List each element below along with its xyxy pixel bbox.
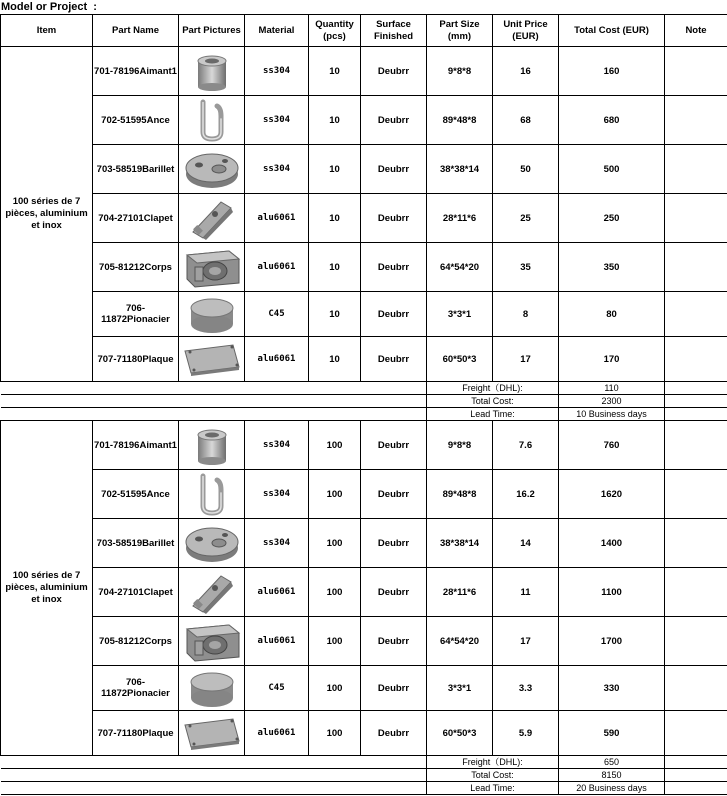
material: alu6061 [245,617,309,666]
surface-finished: Deubrr [361,617,427,666]
model-project-label: Model or Project : [1,1,97,13]
hook-part-icon [181,472,243,516]
surface-finished: Deubrr [361,470,427,519]
part-name: 707-71180Plaque [93,711,179,756]
valve-part-icon [181,570,243,614]
part-name: 705-81212Corps [93,617,179,666]
magnet-part-icon [181,49,243,93]
material: alu6061 [245,243,309,292]
unit-price: 25 [493,194,559,243]
body-part-icon [181,245,243,289]
part-picture-cell [179,243,245,292]
part-name: 707-71180Plaque [93,337,179,382]
summary-blank [1,382,427,395]
pin-part-icon [181,292,243,336]
table-row [1,666,727,711]
note [665,337,727,382]
part-picture-cell [179,96,245,145]
total-cost-summary-label: Total Cost: [427,395,559,408]
summary-blank [1,769,427,782]
surface-finished: Deubrr [361,519,427,568]
unit-price: 17 [493,337,559,382]
table-row [1,47,727,96]
surface-finished: Deubrr [361,145,427,194]
total-cost: 1620 [559,470,665,519]
part-picture-cell [179,421,245,470]
part-size: 9*8*8 [427,421,493,470]
part-name: 706-11872Pionacier [93,666,179,711]
quantity: 100 [309,421,361,470]
surface-finished: Deubrr [361,96,427,145]
part-name: 706-11872Pionacier [93,292,179,337]
quantity: 10 [309,96,361,145]
quantity: 100 [309,617,361,666]
summary-blank [1,782,427,795]
part-size: 64*54*20 [427,617,493,666]
total-cost: 170 [559,337,665,382]
material: alu6061 [245,711,309,756]
barrel-part-icon [181,147,243,191]
table-row [1,470,727,519]
part-picture-cell [179,617,245,666]
header-note: Note [665,15,727,47]
unit-price: 16 [493,47,559,96]
table-row [1,96,727,145]
part-picture-cell [179,194,245,243]
quantity: 10 [309,292,361,337]
total-cost: 500 [559,145,665,194]
quantity: 100 [309,519,361,568]
header-row [1,15,727,47]
lead-time-label: Lead Time: [427,782,559,795]
material: ss304 [245,145,309,194]
material: C45 [245,666,309,711]
material: ss304 [245,470,309,519]
header-part-size: Part Size (mm) [427,15,493,47]
table-row [1,617,727,666]
summary-blank [1,408,427,421]
plate-part-icon [181,337,243,381]
total-cost: 160 [559,47,665,96]
part-size: 89*48*8 [427,96,493,145]
part-picture-cell [179,47,245,96]
part-name: 704-27101Clapet [93,568,179,617]
unit-price: 5.9 [493,711,559,756]
part-name: 704-27101Clapet [93,194,179,243]
part-picture-cell [179,666,245,711]
quantity: 10 [309,243,361,292]
material: alu6061 [245,337,309,382]
unit-price: 50 [493,145,559,194]
part-picture-cell [179,337,245,382]
quantity: 10 [309,194,361,243]
freight-value: 650 [559,756,665,769]
quantity: 100 [309,568,361,617]
note [665,568,727,617]
part-name: 701-78196Aimant1 [93,421,179,470]
header-quantity: Quantity (pcs) [309,15,361,47]
summary-row [1,408,727,421]
quantity: 10 [309,337,361,382]
part-name: 705-81212Corps [93,243,179,292]
item-description: 100 séries de 7 pièces, aluminium et inox [1,47,93,382]
total-cost: 80 [559,292,665,337]
total-cost: 1700 [559,617,665,666]
part-picture-cell [179,145,245,194]
total-cost-summary-label: Total Cost: [427,769,559,782]
note [665,194,727,243]
part-size: 9*8*8 [427,47,493,96]
part-size: 38*38*14 [427,145,493,194]
material: alu6061 [245,568,309,617]
total-cost: 250 [559,194,665,243]
part-size: 38*38*14 [427,519,493,568]
surface-finished: Deubrr [361,243,427,292]
total-cost: 330 [559,666,665,711]
summary-note [665,756,727,769]
freight-label: Freight（DHL): [427,756,559,769]
material: C45 [245,292,309,337]
surface-finished: Deubrr [361,421,427,470]
summary-note [665,782,727,795]
table-row [1,519,727,568]
part-size: 3*3*1 [427,666,493,711]
unit-price: 14 [493,519,559,568]
total-cost-summary-value: 8150 [559,769,665,782]
unit-price: 68 [493,96,559,145]
summary-note [665,769,727,782]
valve-part-icon [181,196,243,240]
table-row [1,292,727,337]
surface-finished: Deubrr [361,47,427,96]
surface-finished: Deubrr [361,194,427,243]
part-name: 703-58519Barillet [93,145,179,194]
barrel-part-icon [181,521,243,565]
surface-finished: Deubrr [361,666,427,711]
note [665,666,727,711]
summary-row [1,756,727,769]
unit-price: 8 [493,292,559,337]
surface-finished: Deubrr [361,711,427,756]
part-size: 28*11*6 [427,194,493,243]
summary-note [665,382,727,395]
header-total-cost: Total Cost (EUR) [559,15,665,47]
quantity: 10 [309,47,361,96]
part-picture-cell [179,711,245,756]
table-body [1,47,727,795]
table-row [1,243,727,292]
part-name: 702-51595Ance [93,96,179,145]
total-cost: 1400 [559,519,665,568]
part-size: 64*54*20 [427,243,493,292]
freight-value: 110 [559,382,665,395]
unit-price: 7.6 [493,421,559,470]
part-size: 60*50*3 [427,711,493,756]
note [665,145,727,194]
note [665,292,727,337]
unit-price: 11 [493,568,559,617]
table-row [1,145,727,194]
quantity: 100 [309,666,361,711]
material: ss304 [245,519,309,568]
header-unit-price: Unit Price (EUR) [493,15,559,47]
unit-price: 17 [493,617,559,666]
part-name: 702-51595Ance [93,470,179,519]
header-part-pictures: Part Pictures [179,15,245,47]
unit-price: 35 [493,243,559,292]
part-size: 28*11*6 [427,568,493,617]
table-row [1,421,727,470]
part-size: 60*50*3 [427,337,493,382]
summary-note [665,395,727,408]
part-picture-cell [179,470,245,519]
part-picture-cell [179,519,245,568]
table-row [1,337,727,382]
note [665,421,727,470]
material: ss304 [245,96,309,145]
note [665,47,727,96]
note [665,711,727,756]
summary-row [1,782,727,795]
quantity: 100 [309,470,361,519]
total-cost: 350 [559,243,665,292]
total-cost: 1100 [559,568,665,617]
part-size: 89*48*8 [427,470,493,519]
table-row [1,194,727,243]
summary-blank [1,756,427,769]
item-description: 100 séries de 7 pièces, aluminium et inox [1,421,93,756]
note [665,519,727,568]
lead-time-label: Lead Time: [427,408,559,421]
lead-time-value: 20 Business days [559,782,665,795]
summary-note [665,408,727,421]
note [665,243,727,292]
surface-finished: Deubrr [361,568,427,617]
quotation-table [0,14,727,795]
total-cost: 590 [559,711,665,756]
header-material: Material [245,15,309,47]
total-cost-summary-value: 2300 [559,395,665,408]
quantity: 100 [309,711,361,756]
summary-row [1,769,727,782]
header-surface: Surface Finished [361,15,427,47]
part-name: 701-78196Aimant1 [93,47,179,96]
summary-blank [1,395,427,408]
total-cost: 760 [559,421,665,470]
note [665,96,727,145]
header-part-name: Part Name [93,15,179,47]
hook-part-icon [181,98,243,142]
table-row [1,568,727,617]
part-name: 703-58519Barillet [93,519,179,568]
total-cost: 680 [559,96,665,145]
part-picture-cell [179,292,245,337]
pin-part-icon [181,666,243,710]
header-item: Item [1,15,93,47]
material: ss304 [245,421,309,470]
surface-finished: Deubrr [361,292,427,337]
summary-row [1,382,727,395]
table-row [1,711,727,756]
plate-part-icon [181,711,243,755]
note [665,617,727,666]
material: ss304 [245,47,309,96]
material: alu6061 [245,194,309,243]
magnet-part-icon [181,423,243,467]
body-part-icon [181,619,243,663]
surface-finished: Deubrr [361,337,427,382]
lead-time-value: 10 Business days [559,408,665,421]
quantity: 10 [309,145,361,194]
part-picture-cell [179,568,245,617]
freight-label: Freight（DHL): [427,382,559,395]
unit-price: 3.3 [493,666,559,711]
part-size: 3*3*1 [427,292,493,337]
note [665,470,727,519]
summary-row [1,395,727,408]
unit-price: 16.2 [493,470,559,519]
